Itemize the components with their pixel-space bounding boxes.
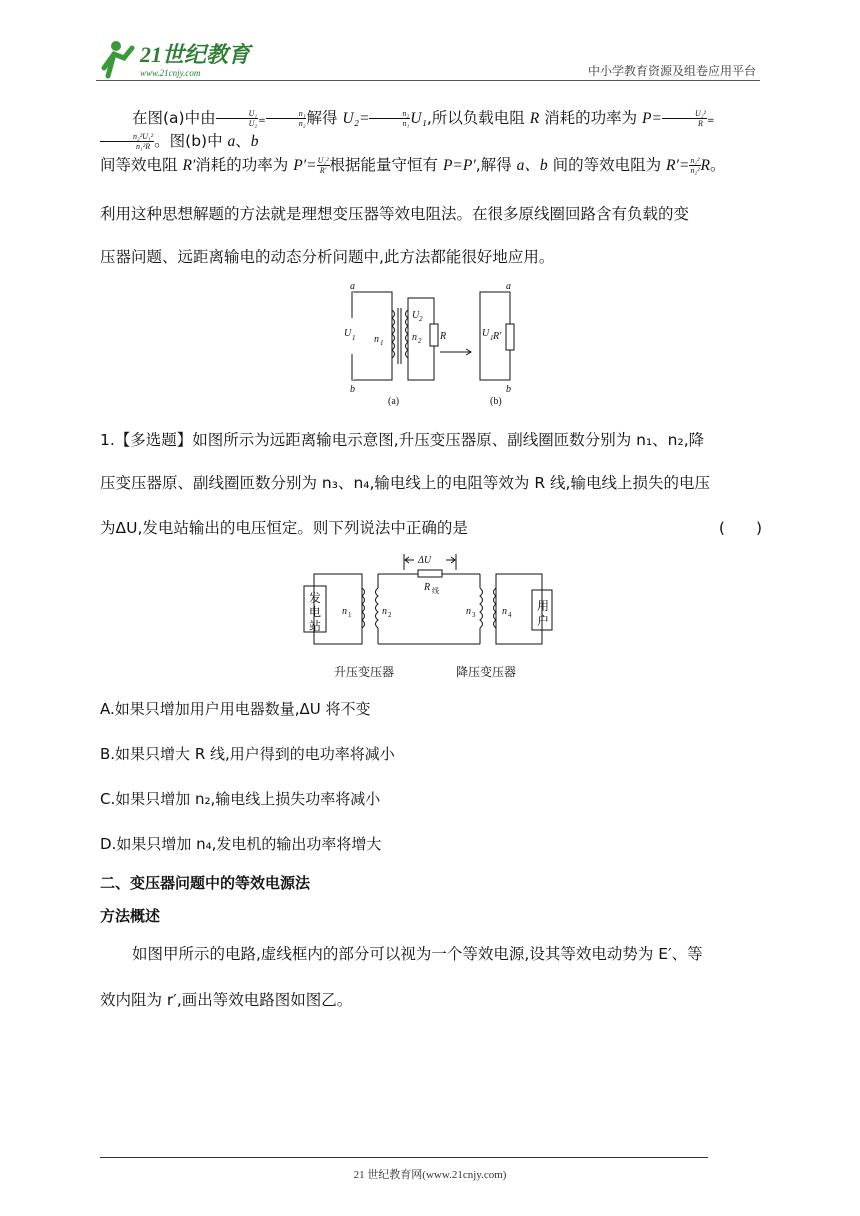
question1-line3	[100, 518, 762, 538]
label-u1-sub: 1	[352, 334, 356, 342]
label-u1b: U	[482, 328, 490, 339]
label-r-line-sub: 线	[432, 587, 439, 595]
text: 。图(b)中	[154, 132, 228, 150]
label-n1-sub: 1	[380, 339, 384, 347]
math: R′=	[666, 157, 690, 174]
label-b: b	[350, 384, 355, 395]
footer-text[interactable]: 21 世纪教育网(www.21cnjy.com)	[353, 1169, 507, 1181]
label-n2: n	[412, 332, 417, 343]
runner-icon	[104, 41, 132, 76]
footer-divider	[100, 1157, 708, 1158]
figure-long-distance-transmission	[300, 550, 556, 682]
logo	[96, 34, 266, 82]
option-b[interactable]: B.如果只增大 R 线,用户得到的电功率将减小	[100, 745, 395, 763]
question1-line2: 压变压器原、副线圈匝数分别为 n₃、n₄,输电线上的电阻等效为 R 线,输电线上损失的电压	[100, 474, 710, 492]
header-divider	[96, 80, 760, 81]
text: 消耗的功率为	[539, 109, 643, 127]
math: a、b	[516, 157, 548, 174]
text: 解得	[306, 109, 343, 127]
math: U₁	[410, 110, 427, 127]
label-u2-sub: 2	[419, 315, 423, 323]
label-n1: n	[374, 334, 379, 345]
text: 根据能量守恒有	[329, 156, 443, 174]
option-d[interactable]: D.如果只增加 n₄,发电机的输出功率将增大	[100, 835, 382, 853]
label-n3: n	[466, 606, 471, 617]
math: P′=	[293, 157, 317, 174]
frac-den: n₂	[298, 119, 306, 128]
logo-url: www.21cnjy.com	[140, 68, 201, 78]
frac-num: n₂²U₁²	[100, 132, 154, 142]
label-u2: U	[412, 310, 420, 321]
label-n2-sub: 2	[388, 611, 392, 619]
label-r-line: R	[424, 582, 431, 593]
frac-den: R	[698, 119, 703, 128]
label-step-down: 降压变压器	[456, 665, 517, 679]
label-n1: n	[342, 606, 347, 617]
label-a2: a	[506, 281, 511, 292]
math: R	[529, 110, 540, 127]
fraction	[662, 109, 707, 128]
math: P=	[642, 110, 662, 127]
section-subtitle: 方法概述	[100, 907, 161, 925]
label-n2-sub: 2	[418, 337, 422, 345]
label-n3-sub: 3	[472, 611, 476, 619]
label-delta-u: ΔU	[418, 555, 432, 566]
frac-den: R′	[319, 166, 327, 175]
text: 在图(a)中由	[132, 109, 216, 127]
label-b2: b	[506, 384, 511, 395]
answer-bracket: ( )	[718, 519, 762, 537]
label-step-up: 升压变压器	[334, 665, 395, 679]
label-n4-sub: 4	[508, 611, 512, 619]
option-a[interactable]: A.如果只增加用户用电器数量,ΔU 将不变	[100, 700, 371, 718]
label-rprime: R′	[493, 331, 502, 342]
section-title: 二、变压器问题中的等效电源法	[100, 874, 311, 892]
math: b	[250, 133, 259, 150]
fraction	[369, 109, 410, 128]
fraction	[100, 132, 154, 151]
station-char: 电	[309, 605, 322, 619]
frac-den: U₂	[248, 119, 258, 128]
text: 。	[709, 156, 726, 174]
label-n1-sub: 1	[348, 611, 352, 619]
text: ,解得	[475, 156, 517, 174]
frac-den: n₁²R	[136, 142, 151, 151]
text: 消耗的功率为	[195, 156, 294, 174]
text: 间等效电阻	[100, 156, 183, 174]
label-u1b-sub: 1	[490, 334, 494, 342]
caption-a: (a)	[388, 396, 400, 407]
label-n2: n	[382, 606, 387, 617]
frac-num: U₁	[216, 109, 259, 119]
text: 为ΔU,发电站输出的电压恒定。则下列说法中正确的是	[100, 519, 468, 537]
text: ,所以负载电阻	[426, 109, 530, 127]
station-char: 站	[309, 619, 322, 633]
section2-line1: 如图甲所示的电路,虚线框内的部分可以视为一个等效电源,设其等效电动势为 E′、等	[132, 945, 703, 963]
question1-line1: 1.【多选题】如图所示为远距离输电示意图,升压变压器原、副线圈匝数分别为 n₁、n₂,降	[100, 431, 705, 449]
text: =	[258, 116, 266, 126]
math: U₂=	[342, 110, 370, 127]
fraction	[266, 109, 307, 128]
label-a: a	[350, 281, 355, 292]
header-platform-text: 中小学教育资源及组卷应用平台	[587, 64, 756, 78]
fraction	[689, 156, 700, 175]
frac-num: n₁	[266, 109, 307, 119]
user-char: 用	[537, 599, 550, 613]
para1-line2	[100, 155, 762, 176]
math: a	[227, 133, 236, 150]
option-c[interactable]: C.如果只增加 n₂,输电线上损失功率将减小	[100, 790, 381, 808]
frac-den: n₂²	[690, 166, 700, 175]
figure-transformer-equivalent	[330, 280, 530, 408]
math: P=P′	[442, 157, 476, 174]
math: R′	[182, 157, 196, 174]
logo-text: 21世纪教育	[140, 42, 251, 67]
para1-line4: 压器问题、远距离输电的动态分析问题中,此方法都能很好地应用。	[100, 248, 555, 266]
frac-num: U₂²	[662, 109, 707, 119]
fraction	[317, 156, 330, 175]
fraction	[216, 109, 259, 128]
user-char: 户	[537, 614, 550, 628]
section2-line2: 效内阻为 r′,画出等效电路图如图乙。	[100, 991, 353, 1009]
caption-b: (b)	[490, 396, 502, 407]
para1-line1: 在图(a)中由 $\frac{\text{U₁}}{\text{U₂}}$ = $\frac{\text{n₁}}{\text{n₂}}$ 解得 U₂= $\frac{\text{n₂}}{\text{n₁}}$ U₁,所以负载电阻 R 消耗的功率为 P= $\frac{\text{U₂²}}{R}$ = $\frac{\text{n₂²U₁²}}{\text{n₁²R}}$ 。图(b)中 a、b	[100, 108, 762, 152]
label-u1: U	[344, 328, 352, 339]
frac-num: U₁²	[317, 156, 329, 165]
label-r: R	[440, 331, 447, 342]
frac-den: n₁	[402, 119, 410, 128]
math: R	[700, 157, 710, 174]
text: 、	[235, 132, 251, 150]
para1-line3: 利用这种思想解题的方法就是理想变压器等效电阻法。在很多原线圈回路含有负载的变	[100, 205, 690, 223]
station-char: 发	[309, 591, 322, 605]
frac-num: n₂	[369, 109, 410, 119]
frac-num: n₁²	[690, 156, 700, 165]
text: 间的等效电阻为	[547, 156, 666, 174]
label-n4: n	[502, 606, 507, 617]
